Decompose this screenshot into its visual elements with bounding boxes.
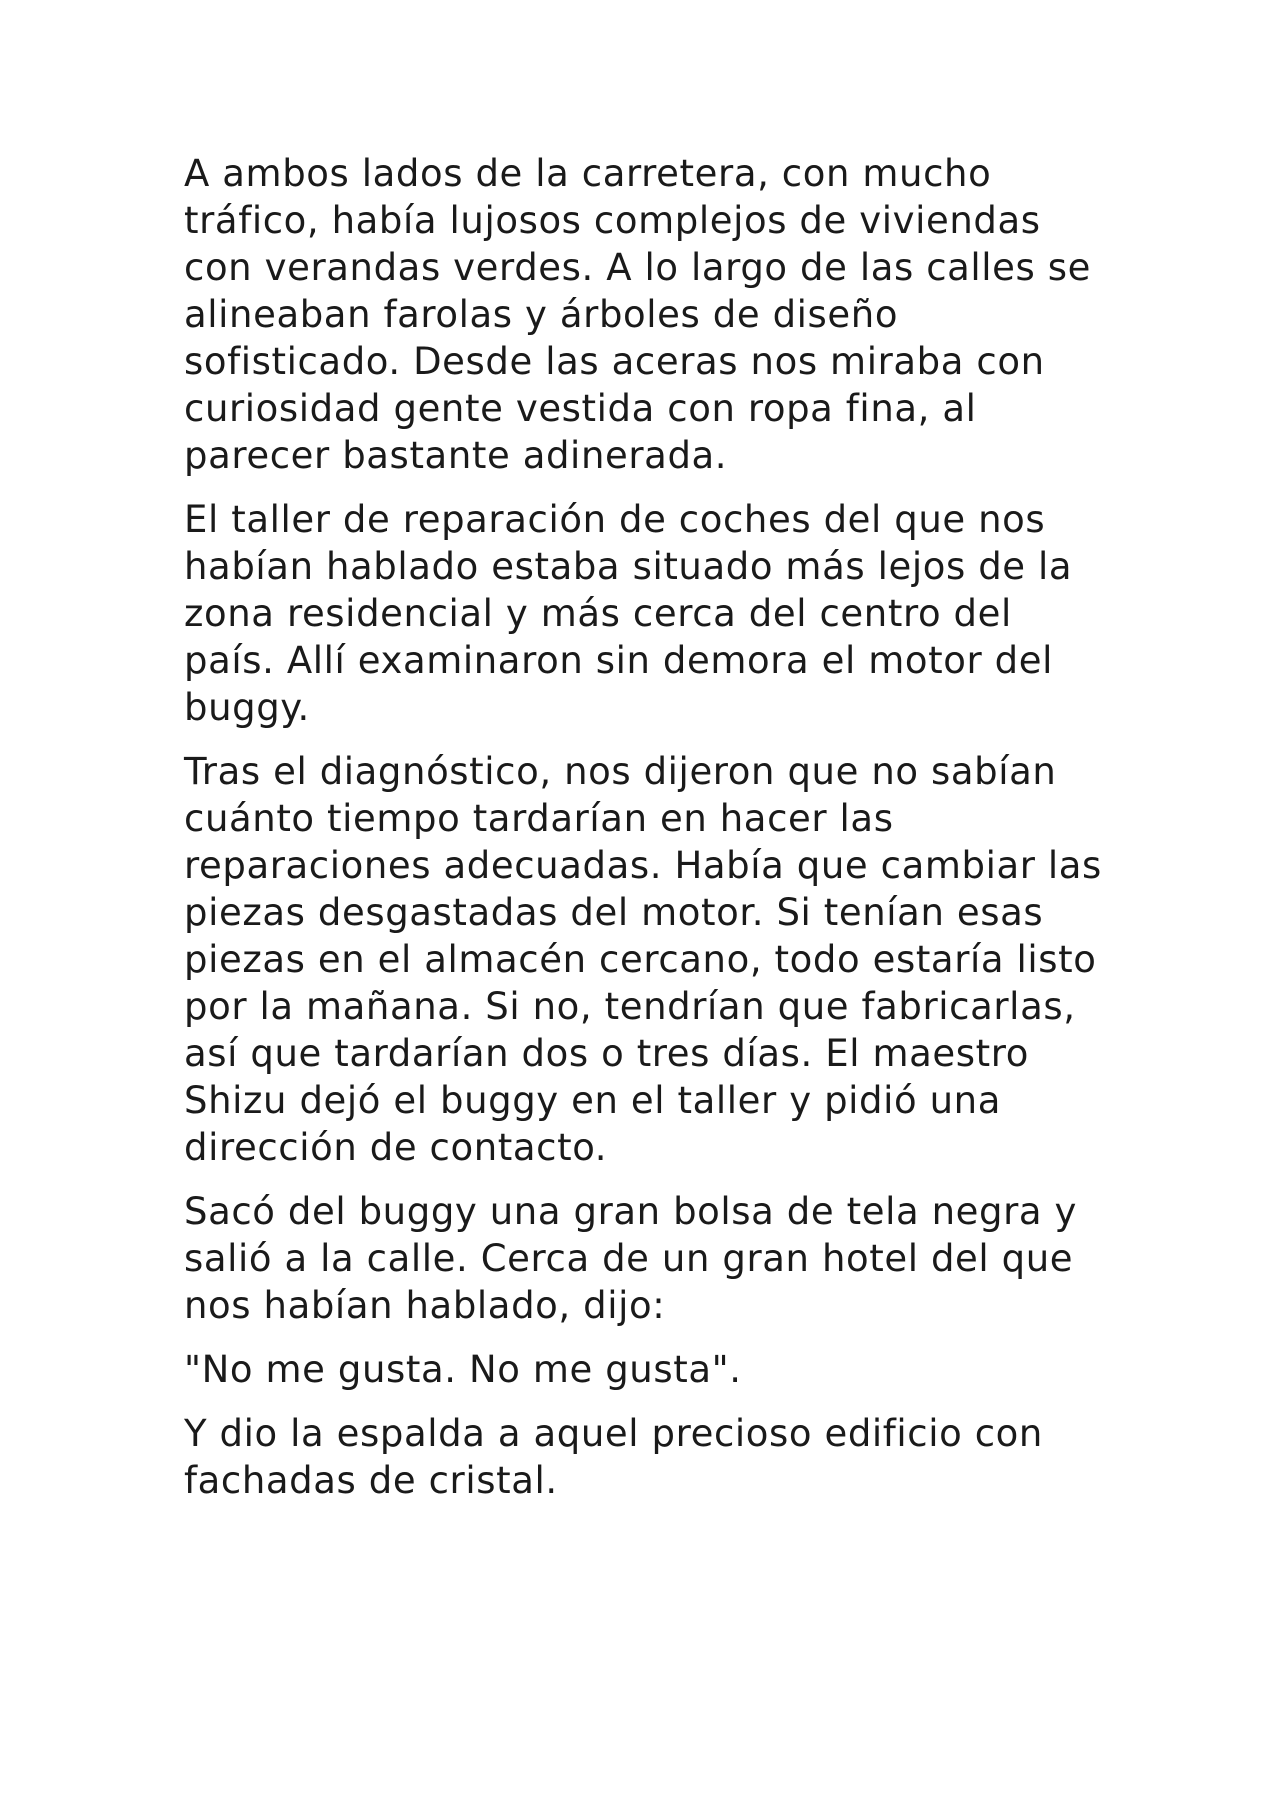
paragraph-2: El taller de reparación de coches del que nos habían hablado estaba situado más lejos de la zona residencial y más cerca del centro del país. Allí examinaron sin demora el motor del buggy. [184,498,1073,729]
body-text [184,150,1114,1521]
paragraph-4: Sacó del buggy una gran bolsa de tela negra y salió a la calle. Cerca de un gran hotel del que nos habían hablado, dijo: [184,1190,1078,1327]
paragraph-3: Tras el diagnóstico, nos dijeron que no sabían cuánto tiempo tardarían en hacer las reparaciones adecuadas. Había que cambiar las piezas desgastadas del motor. Si tenían esas piezas en el almacén cercano, todo estaría listo por la mañana. Si no, tendrían que fabricarlas, así que tardarían dos o tres días. El maestro Shizu dejó el buggy en el taller y pidió una dirección de contacto. [184,750,1102,1169]
paragraph-5: "No me gusta. No me gusta". [184,1348,742,1391]
paragraph-1: A ambos lados de la carretera, con mucho tráfico, había lujosos complejos de viviendas con verandas verdes. A lo largo de las calles se alineaban farolas y árboles de diseño sofisticado. Desde las aceras nos miraba con curiosidad gente vestida con ropa fina, al parecer bastante adinerada. [184,152,1092,477]
paragraph-6: Y dio la espalda a aquel precioso edificio con fachadas de cristal. [184,1412,1043,1502]
